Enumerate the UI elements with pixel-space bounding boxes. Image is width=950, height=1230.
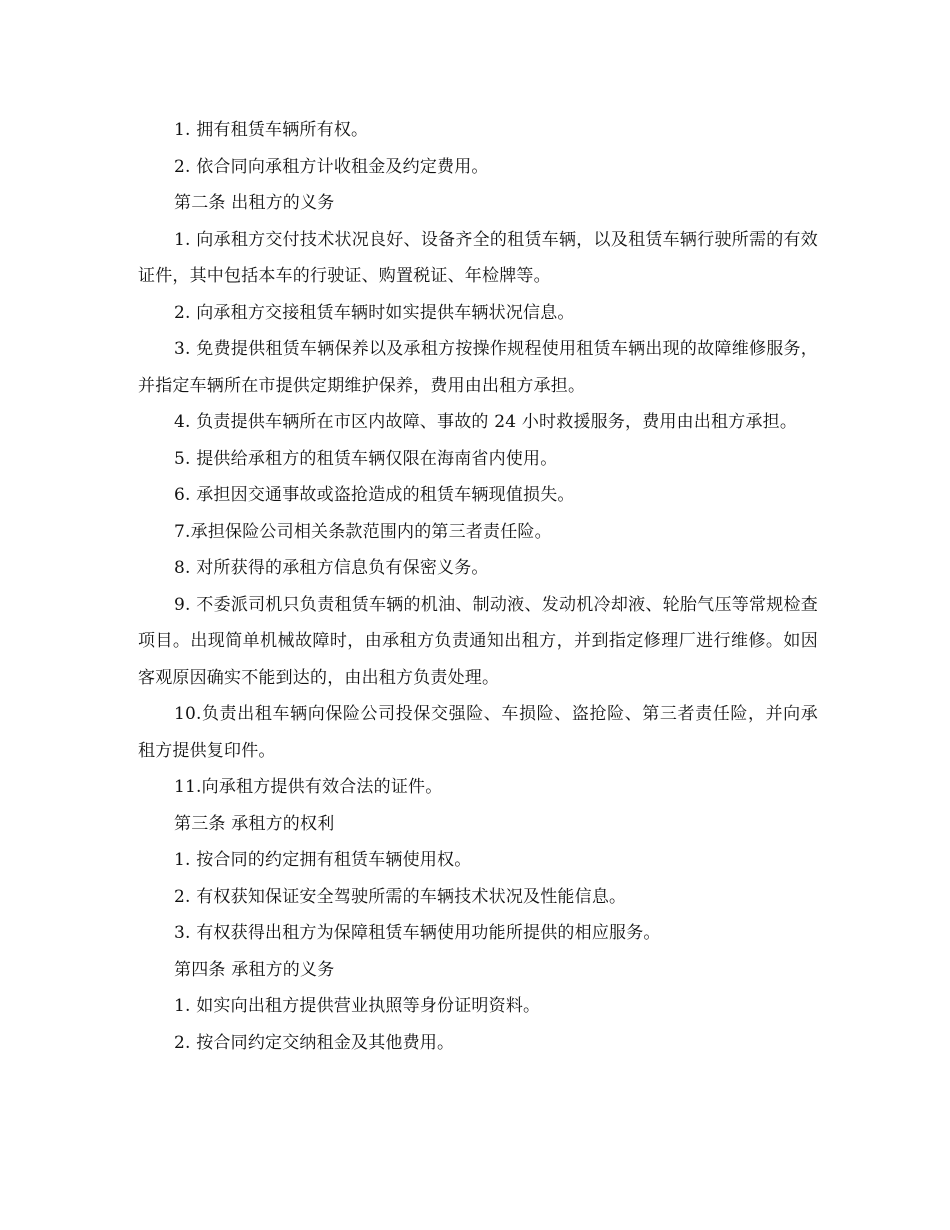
paragraph-10: 7.承担保险公司相关条款范围内的第三者责任险。 (174, 521, 552, 542)
paragraph-13: 10.负责出租车辆向保险公司投保交强险、车损险、盗抢险、第三者责任险，并向承租方提供复印件。 (138, 704, 818, 761)
paragraph-16: 1. 按合同的约定拥有租赁车辆使用权。 (174, 850, 472, 870)
paragraph-1: 1. 拥有租赁车辆所有权。 (174, 120, 369, 140)
paragraph-12: 9. 不委派司机只负责租赁车辆的机油、制动液、发动机冷却液、轮胎气压等常规检查项目。出现简单机械故障时，由承租方负责通知出租方，并到指定修理厂进行维修。如因客观原因确实不能到达的，由出租方负责处理。 (138, 594, 818, 688)
paragraph-7: 4. 负责提供车辆所在市区内故障、事故的 24 小时救援服务，费用由出租方承担。 (174, 412, 798, 432)
document-page (138, 112, 818, 1061)
section-heading-article-4: 第四条 承租方的义务 (174, 959, 335, 980)
paragraph-5: 2. 向承租方交接租赁车辆时如实提供车辆状况信息。 (174, 302, 575, 323)
section-heading-article-2: 第二条 出租方的义务 (174, 193, 335, 213)
paragraph-6: 3. 免费提供租赁车辆保养以及承租方按操作规程使用租赁车辆出现的故障维修服务，并指定车辆所在市提供定期维护保养，费用由出租方承担。 (138, 339, 818, 396)
paragraph-4: 1. 向承租方交付技术状况良好、设备齐全的租赁车辆，以及租赁车辆行驶所需的有效证件，其中包括本车的行驶证、购置税证、年检牌等。 (138, 229, 818, 286)
paragraph-8: 5. 提供给承租方的租赁车辆仅限在海南省内使用。 (174, 448, 558, 469)
paragraph-17: 2. 有权获知保证安全驾驶所需的车辆技术状况及性能信息。 (174, 886, 627, 907)
paragraph-18: 3. 有权获得出租方为保障租赁车辆使用功能所提供的相应服务。 (174, 923, 661, 943)
paragraph-21: 2. 按合同约定交纳租金及其他费用。 (174, 1032, 455, 1053)
section-heading-article-3: 第三条 承租方的权利 (174, 813, 335, 834)
paragraph-9: 6. 承担因交通事故或盗抢造成的租赁车辆现值损失。 (174, 485, 575, 505)
paragraph-14: 11.向承租方提供有效合法的证件。 (174, 777, 443, 797)
paragraph-11: 8. 对所获得的承租方信息负有保密义务。 (174, 558, 489, 578)
paragraph-20: 1. 如实向出租方提供营业执照等身份证明资料。 (174, 996, 541, 1016)
paragraph-2: 2. 依合同向承租方计收租金及约定费用。 (174, 156, 489, 177)
